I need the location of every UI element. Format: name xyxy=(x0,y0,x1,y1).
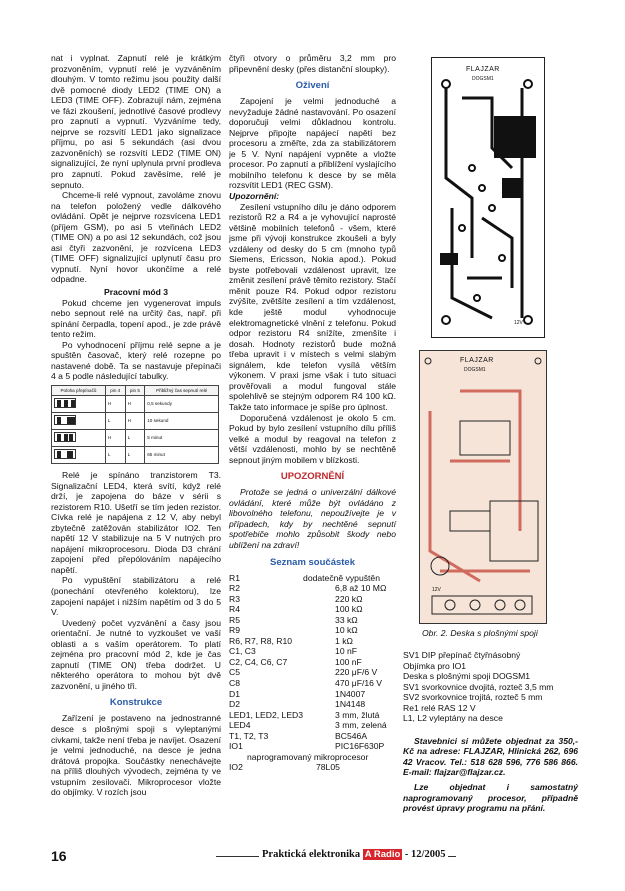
paragraph: Zařízení je postaveno na jednostranné desce s plošnými spoji s vyleptanými civkami, takže není třeba je navíjet. Osazení je velmi jednoduché, na desce je jedna drátová propojka. Součástky nenechávejte na příliš dlouhých vývodech, zejména ty ve vstupním zesilovači. Mikroprocesor vložte do objímky. V rozích jsou xyxy=(51,713,221,798)
list-item: L1, L2 vyleptány na desce xyxy=(403,713,503,724)
part-ref: LED1, LED2, LED3 xyxy=(229,709,304,720)
paragraph: čtyři otvory o průměru 3,2 mm pro připevnění desky (přes distanční sloupky). xyxy=(229,53,396,74)
part-note: naprogramovaný mikroprocesor xyxy=(247,751,369,762)
parts-list xyxy=(229,573,396,752)
table-cell: L xyxy=(105,412,125,429)
pcb-copper-layout xyxy=(431,57,545,338)
part-value: 6,8 až 10 MΩ xyxy=(335,583,387,594)
part-value: 1 kΩ xyxy=(335,635,353,646)
heading-oziveni: Oživení xyxy=(295,80,330,92)
table-row xyxy=(229,731,396,742)
order-info-2: Lze objednat i samostatný naprogramovaný procesor, případně provést úpravy programu na přání. xyxy=(403,782,578,814)
part-value: 470 μF/16 V xyxy=(335,677,383,688)
part-ref: R5 xyxy=(229,614,240,625)
part-value: 1N4007 xyxy=(335,688,366,699)
part-ref: R3 xyxy=(229,593,240,604)
part-ref: R9 xyxy=(229,625,240,636)
part-value: 3 mm, žlutá xyxy=(335,709,380,720)
page-number: 16 xyxy=(51,848,67,864)
magazine-ar-badge: A Radio xyxy=(364,849,401,860)
pcb-voltage: 12V xyxy=(432,587,441,593)
part-value: 33 kΩ xyxy=(335,614,358,625)
table-header xyxy=(52,385,219,395)
table-row xyxy=(52,446,219,463)
part-ref: D1 xyxy=(229,688,240,699)
heading-mode3: Pracovní mód 3 xyxy=(104,287,168,298)
part-value: BC546A xyxy=(335,730,368,741)
table-row xyxy=(52,395,219,412)
table-row xyxy=(229,573,396,584)
dip-switch-icon xyxy=(52,395,106,412)
table-row xyxy=(229,646,396,657)
table-row xyxy=(229,689,396,700)
part-ref: T1, T2, T3 xyxy=(229,730,269,741)
table-row xyxy=(229,667,396,678)
table-cell: H xyxy=(105,395,125,412)
figure-caption: Obr. 2. Deska s plošnými spoji xyxy=(422,628,538,638)
warning-text: Protože se jedná o univerzální dálkové ovládání, které může být ovládáno z libovolného telefonu, nepoužívejte je v případech, kdy by nechtěné sepnutí spotřebiče mohlo způsobit škody nebo ublížení na zdraví! xyxy=(229,487,396,550)
table-row xyxy=(229,741,396,752)
pcb-voltage: 12V xyxy=(514,320,523,326)
table-row xyxy=(229,636,396,647)
heading-warning: UPOZORNĚNÍ xyxy=(280,471,345,483)
part-ref: LED4 xyxy=(229,720,251,731)
part-ref: IO2 xyxy=(229,762,243,773)
paragraph: Zapojení je velmi jednoduché a nevyžaduje žádné nastavování. Po osazení doporučuji velmi důkladnou kontrolu. Nejprve připojte napájecí napětí bez procesoru a změřte, zda za stabilizátorem je 5 V. Nyní napájení vypněte a vložte procesor. Po zapnutí a přiblížení vyslajícího mobilního telefonu k desce by se měla rozsvítit LED1 (REC GSM). xyxy=(229,96,396,191)
part-value: 10 kΩ xyxy=(335,625,358,636)
switch-table xyxy=(51,385,219,464)
part-value: 220 μF/6 V xyxy=(335,667,378,678)
part-ref: IO1 xyxy=(229,741,243,752)
table-row xyxy=(229,720,396,731)
part-ref: R1 xyxy=(229,572,240,583)
column-3-text xyxy=(403,650,578,814)
pcb-code: DOGSM1 xyxy=(472,76,494,82)
paragraph: Chceme-li relé vypnout, zavoláme znovu na telefon položený vedle dálkového ovládání. Opět je nejprve rozsvícena LED1 (příjem GSM), po asi 5 vteřinách LED2 (TIME ON) a po asi 12 sekundách, což jsou asi čtyři zazvonění, je rozvícena LED3 (TIME OFF) signalizující uplynutí času pro vypnutí. Nyní hovor ukončíme a relé odpadne. xyxy=(51,190,221,285)
table-row xyxy=(52,429,219,446)
part-ref: R6, R7, R8, R10 xyxy=(229,635,293,646)
magazine-issue: - 12/2005 xyxy=(404,849,446,860)
part-value: 10 nF xyxy=(335,646,358,657)
pcb-brand: FLAJZAR xyxy=(460,357,494,364)
magazine-name: Praktická elektronika xyxy=(262,849,361,860)
part-value: dodatečně vypuštěn xyxy=(303,572,380,583)
column-2 xyxy=(229,53,396,773)
part-value: 100 nF xyxy=(335,656,362,667)
table-header-cell: pin 5 xyxy=(125,385,145,395)
parts-list-end xyxy=(229,762,396,773)
table-row xyxy=(229,594,396,605)
table-cell: L xyxy=(105,446,125,463)
list-item: Deska s plošnými spoji DOGSM1 xyxy=(403,671,531,682)
paragraph: nat i vyplnat. Zapnutí relé je krátkým prozvoněním, vypnutí relé je vyzváněním dlouhým. V tomto režimu jsou použity další dvě pomocné diody LED2 (TIME ON) a LED3 (TIME OFF). Zobrazují nám, zejména ve fázi zkoušení, jednotlivé časové prodlevy pro zapnutí a vypnutí. Vyzváníme tedy, nejprve se rozsvítí LED1 jako signalizace příjmu, po asi 5 sekundách (asi dvou zazvoněních) se rozsvítí LED2 (TIME ON) signalizující, že nyní uplynula první prodleva pro zapnutí. Pokud zavěsíme, relé je sepnuto. xyxy=(51,53,221,190)
table-cell: H xyxy=(105,429,125,446)
paragraph: Pokud chceme jen vygenerovat impuls nebo sepnout relé na určitý čas, např. při spínání čerpadla, topení apod., je zde právě tento režim. xyxy=(51,297,221,340)
paragraph: Uvedený počet vyzvánění a časy jsou orientační. Je nutné to vyzkoušet ve vaší oblasti a s vaším operátorem. To platí zejména pro pracovní mód 2, kde je čas zapnutí (TIME ON) třeba dodržet. U některého operátora to mohou být dvě zazvonění, u jiného tři. xyxy=(51,617,221,691)
list-item: Objímka pro IO1 xyxy=(403,660,467,671)
table-cell: 10 sekund xyxy=(145,412,219,429)
table-row xyxy=(229,678,396,689)
table-cell: H xyxy=(125,412,145,429)
magazine-title xyxy=(259,850,448,861)
table-cell: 65 minut xyxy=(145,446,219,463)
table-row xyxy=(229,625,396,636)
table-cell: 0,5 sekundy xyxy=(145,395,219,412)
table-row xyxy=(229,710,396,721)
part-ref: C2, C4, C6, C7 xyxy=(229,656,288,667)
part-value: PIC16F630P xyxy=(335,741,385,752)
table-row xyxy=(52,412,219,429)
table-header-cell: pin 4 xyxy=(105,385,125,395)
table-row xyxy=(229,762,396,773)
list-item: SV2 svorkovnice trojitá, rozteč 5 mm xyxy=(403,692,543,703)
list-item: SV1 DIP přepínač čtyřnásobný xyxy=(403,650,521,660)
note-label: Upozornění: xyxy=(229,191,280,202)
part-ref: R4 xyxy=(229,604,240,615)
part-value: 78L05 xyxy=(316,762,340,773)
table-header-cell: Přibližný čas sepnutí relé xyxy=(145,385,219,395)
table-cell: 5 minut xyxy=(145,429,219,446)
list-item: Re1 relé RAS 12 V xyxy=(403,702,476,713)
pcb-traces xyxy=(432,58,544,337)
paragraph: Zesílení vstupního dílu je dáno odporem rezistorů R2 a R4 a je vyhovující naprosté většině mobilních telefonů - všem, které jsme při vývoji konstrukce zkoušeli a byly vzdáleny od desky do 5 cm (mnoho typů Siemens, Ericsson, Nokia apod.). Pokud byste potřebovali vzdálenost upravit, lze změnit zesílení právě těmito rezistory. Stačí měnit pouze R4. Pokud odpor rezistoru zvýšíte, zvětšíte zesílení a tím vzdálenost, kde ještě modul vyhodnocuje elektromagnetické vlnění z telefonu. Pokud odpor rezistoru R4 snížíte, zmenšíte i dosah. Hodnoty rezistorů bude možná třeba upravit i v místech s velmi slabým signálem, kde telefon vysílá větším výkonem. V praxi jsme však i tuto situaci prověřovali a modul fungoval stále spolehlivě se stejným odporem R4 100 kΩ. Takže tato informace je spíše pro úplnost. xyxy=(229,201,396,412)
table-header-cell: Poloha přepínačů xyxy=(52,385,106,395)
part-ref: C5 xyxy=(229,667,240,678)
paragraph: Relé je spínáno tranzistorem T3. Signalizační LED4, která svítí, když relé drží, je zapojena do báze v sérii s rezistorem R10. Ušetří se tím jeden rezistor. Cívka relé je napájena z 12 V, aby nebyl zbytečně zatěžován stabilizátor IO2. Ten napětí 12 V stabilizuje na 5 V nutných pro napájení mikroprocesoru. Dioda D3 chrání zapojení před přepólováním napájecího napětí. xyxy=(51,469,221,575)
part-value: 1N4148 xyxy=(335,699,366,710)
list-item: SV1 svorkovnice dvojitá, rozteč 3,5 mm xyxy=(403,681,554,692)
part-value: 3 mm, zelená xyxy=(335,720,387,731)
column-1 xyxy=(51,53,221,798)
dip-switch-icon xyxy=(52,446,106,463)
heading-konstrukce: Konstrukce xyxy=(109,697,163,709)
table-row xyxy=(229,615,396,626)
table-row xyxy=(229,699,396,710)
table-cell: L xyxy=(125,429,145,446)
order-info: Stavebnici si můžete objednat za 350,- Kč na adrese: FLAJZAR, Hlinická 262, 696 42 Vracov. Tel.: 518 628 596, 776 586 866. E-mail: flajzar@flajzar.cz. xyxy=(403,735,578,778)
pcb-components xyxy=(420,351,546,623)
paragraph: Po vypuštění stabilizátoru a relé (ponechání otevřeného kolektoru), lze zapojení napájet i nižším napětím od 3 do 5 V. xyxy=(51,575,221,618)
part-ref: D2 xyxy=(229,699,240,710)
table-cell: H xyxy=(125,395,145,412)
part-ref: R2 xyxy=(229,583,240,594)
table-cell: L xyxy=(125,446,145,463)
part-ref: C1, C3 xyxy=(229,646,256,657)
paragraph: Doporučená vzdálenost je okolo 5 cm. Pokud by bylo zesílení vstupního dílu příliš velké a modul by reagoval na telefon z větší vzdálenosti, mohlo by se nechtěně sepnout jiným mobilem v blízkosti. xyxy=(229,412,396,465)
pcb-brand: FLAJZAR xyxy=(466,66,500,73)
pcb-component-layout xyxy=(419,350,547,624)
pcb-code: DOGSM1 xyxy=(464,367,486,373)
table-row xyxy=(229,657,396,668)
part-value: 100 kΩ xyxy=(335,604,363,615)
dip-switch-icon xyxy=(52,412,106,429)
table-row xyxy=(229,583,396,594)
part-ref: C8 xyxy=(229,677,240,688)
paragraph: Po vyhodnocení příjmu relé sepne a je spuštěn časovač, který relé rozepne po nastavené době. Ta se nastavuje přepínači 4 a 5 podle následující tabulky. xyxy=(51,339,221,382)
part-value: 220 kΩ xyxy=(335,593,363,604)
table-row xyxy=(229,604,396,615)
heading-parts: Seznam součástek xyxy=(269,556,355,568)
dip-switch-icon xyxy=(52,429,106,446)
